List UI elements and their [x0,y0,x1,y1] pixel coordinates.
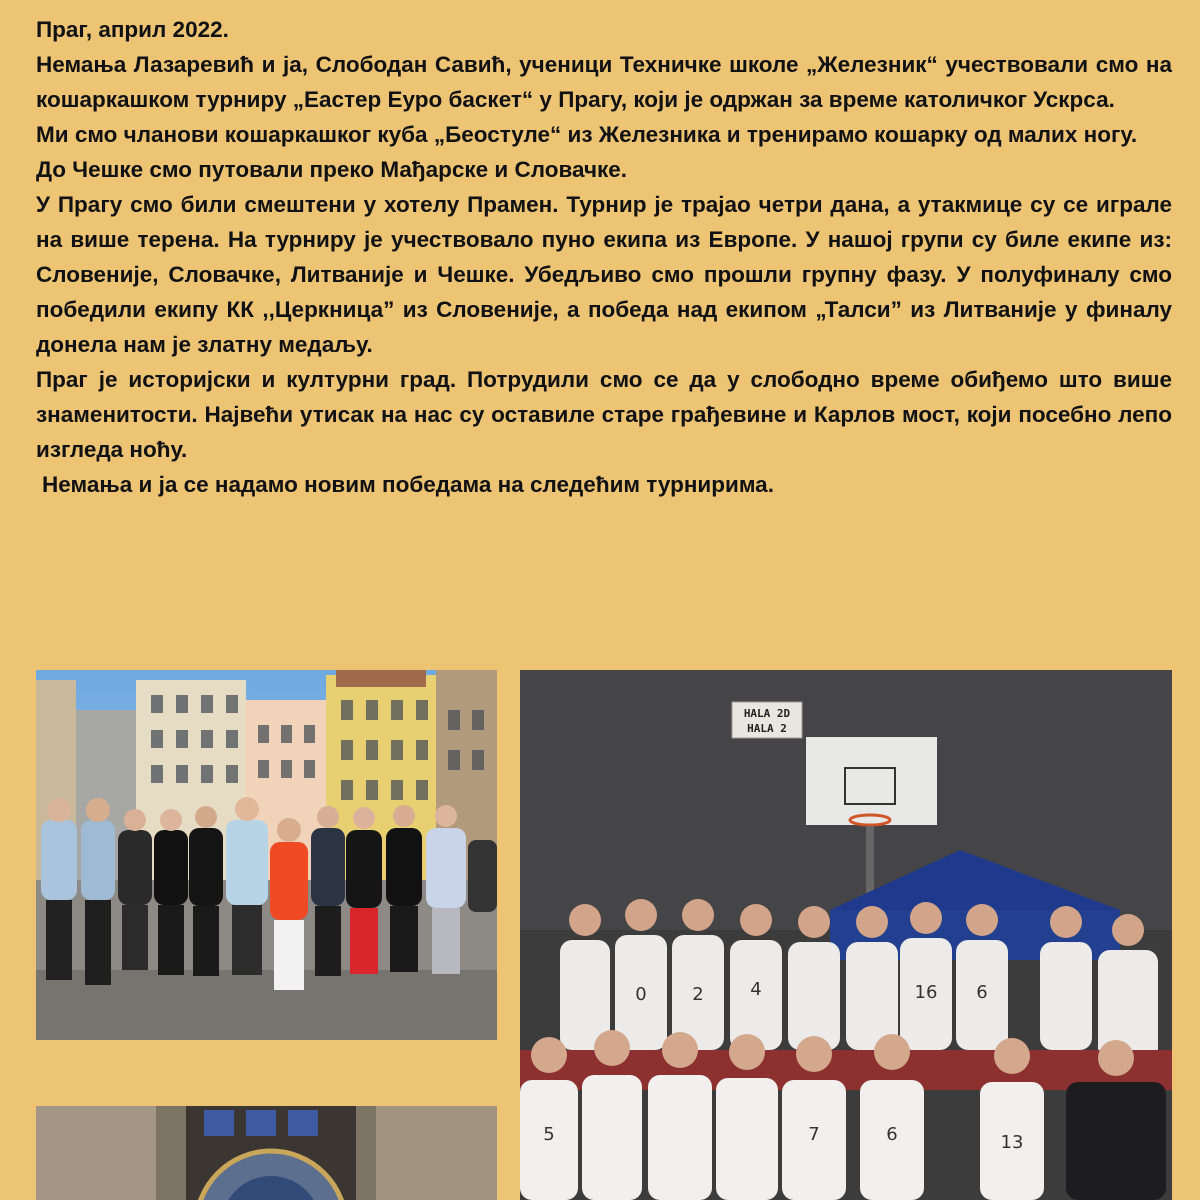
jersey-number: 6 [886,1124,898,1145]
hall-sign-line1: HALA 2D [743,707,791,720]
article-paragraph: У Прагу смо били смештени у хотелу Прамен. Турнир је трајао четри дана, а утакмице су се играле на више терена. На турниру је учествовало пуно екипа из Европе. У нашој групи су биле екипе из: Словеније, Словачке, Литваније и Чешке. Убедљиво смо прошли групну фазу. У полуфиналу смо победили екипу КК ,,Церкница” из Словеније, а победа над екипом „Талси” из Литваније у финалу донела нам је златну медаљу. [36,192,1172,357]
photo-team-medals [520,670,1172,1200]
jersey-number: 5 [543,1124,555,1145]
jersey-number: 16 [914,982,938,1003]
article-paragraph: До Чешке смо путовали преко Мађарске и Словачке. [36,157,628,182]
photo-group-prague-street [36,670,497,1040]
jersey-number: 2 [692,984,704,1005]
article-dateline: Праг, април 2022. [36,17,229,42]
jersey-number: 7 [808,1124,820,1145]
article-paragraph: Немања Лазаревић и ја, Слободан Савић, ученици Техничке школе „Железник“ учествовали смо на кошаркашком турниру „Еастер Еуро баскет“ у Прагу, који је одржан за време католичког Ускрса. [36,52,1172,112]
jersey-number: 0 [635,984,647,1005]
photo-astronomical-clock [36,1106,497,1200]
article-paragraph: Ми смо чланови кошаркашког куба „Беостуле“ из Железника и тренирамо кошарку од малих ногу. [36,122,1138,147]
jersey-number: 13 [1000,1132,1024,1153]
jersey-number: 4 [750,979,762,1000]
article-paragraph: Праг је историјски и културни град. Потрудили смо се да у слободно време обиђемо што више знаменитости. Највећи утисак на нас су оставиле старе грађевине и Карлов мост, који посебно лепо изгледа ноћу. [36,367,1172,462]
hall-sign-line2: HALA 2 [747,722,787,735]
article-text [36,12,1172,502]
article-closing: Немања и ја се надамо новим победама на следећим турнирима. [42,472,774,497]
jersey-number: 6 [976,982,988,1003]
